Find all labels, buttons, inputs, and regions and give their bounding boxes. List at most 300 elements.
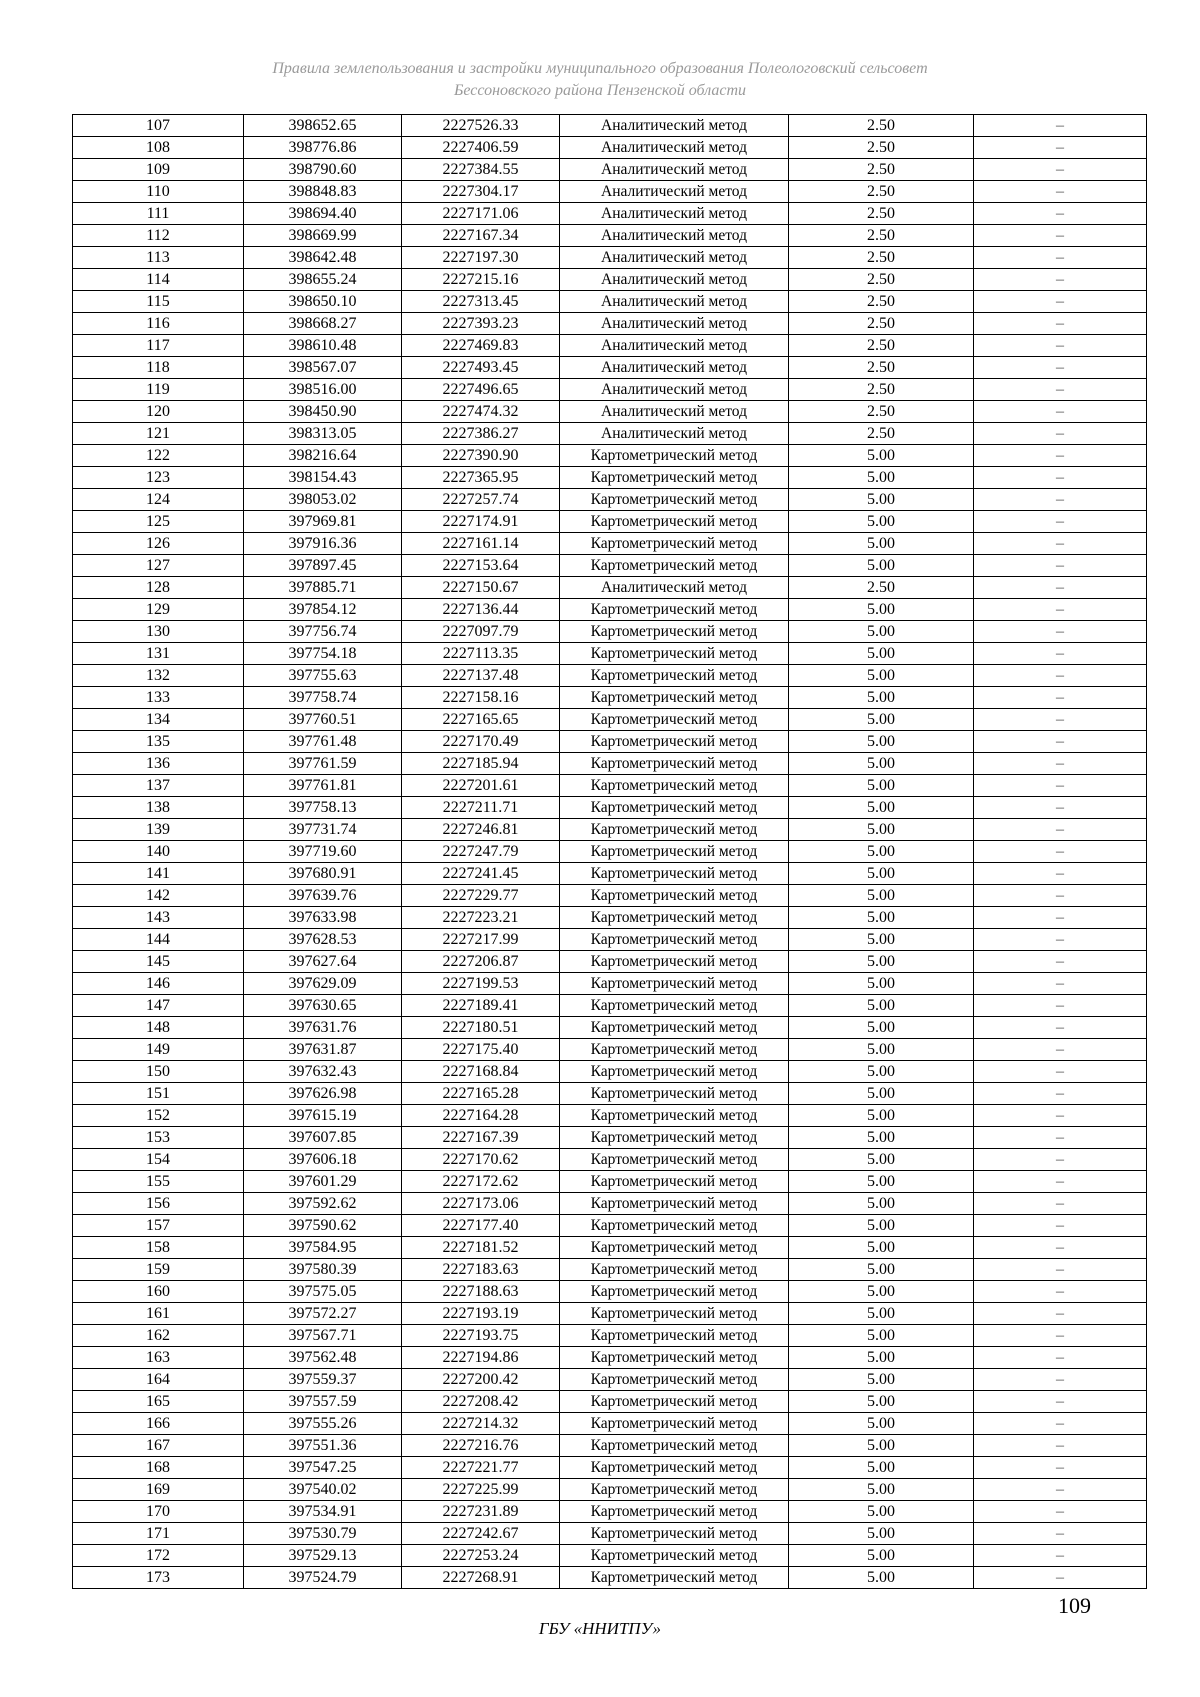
y-coordinate-cell: 2227175.40 <box>402 1039 560 1061</box>
y-coordinate-cell: 2227136.44 <box>402 599 560 621</box>
method-cell: Картометрический метод <box>560 1215 789 1237</box>
x-coordinate-cell: 397885.71 <box>244 577 402 599</box>
table-row <box>73 1127 1147 1149</box>
point-number-cell: 150 <box>73 1061 244 1083</box>
note-cell: – <box>974 1523 1147 1545</box>
method-cell: Картометрический метод <box>560 1061 789 1083</box>
y-coordinate-cell: 2227231.89 <box>402 1501 560 1523</box>
note-cell: – <box>974 269 1147 291</box>
y-coordinate-cell: 2227247.79 <box>402 841 560 863</box>
note-cell: – <box>974 643 1147 665</box>
x-coordinate-cell: 398567.07 <box>244 357 402 379</box>
x-coordinate-cell: 397626.98 <box>244 1083 402 1105</box>
x-coordinate-cell: 397631.76 <box>244 1017 402 1039</box>
y-coordinate-cell: 2227257.74 <box>402 489 560 511</box>
method-cell: Картометрический метод <box>560 511 789 533</box>
method-cell: Картометрический метод <box>560 1347 789 1369</box>
method-cell: Аналитический метод <box>560 379 789 401</box>
note-cell: – <box>974 863 1147 885</box>
note-cell: – <box>974 1545 1147 1567</box>
accuracy-cell: 5.00 <box>789 1061 974 1083</box>
x-coordinate-cell: 397761.81 <box>244 775 402 797</box>
table-row <box>73 115 1147 137</box>
table-row <box>73 1017 1147 1039</box>
point-number-cell: 132 <box>73 665 244 687</box>
x-coordinate-cell: 397534.91 <box>244 1501 402 1523</box>
y-coordinate-cell: 2227217.99 <box>402 929 560 951</box>
y-coordinate-cell: 2227193.19 <box>402 1303 560 1325</box>
x-coordinate-cell: 397761.48 <box>244 731 402 753</box>
point-number-cell: 163 <box>73 1347 244 1369</box>
point-number-cell: 143 <box>73 907 244 929</box>
y-coordinate-cell: 2227193.75 <box>402 1325 560 1347</box>
x-coordinate-cell: 398776.86 <box>244 137 402 159</box>
accuracy-cell: 2.50 <box>789 115 974 137</box>
note-cell: – <box>974 313 1147 335</box>
accuracy-cell: 5.00 <box>789 1479 974 1501</box>
y-coordinate-cell: 2227158.16 <box>402 687 560 709</box>
x-coordinate-cell: 397557.59 <box>244 1391 402 1413</box>
note-cell: – <box>974 379 1147 401</box>
note-cell: – <box>974 929 1147 951</box>
point-number-cell: 158 <box>73 1237 244 1259</box>
note-cell: – <box>974 1435 1147 1457</box>
x-coordinate-cell: 397627.64 <box>244 951 402 973</box>
method-cell: Картометрический метод <box>560 973 789 995</box>
accuracy-cell: 5.00 <box>789 1435 974 1457</box>
accuracy-cell: 5.00 <box>789 555 974 577</box>
point-number-cell: 134 <box>73 709 244 731</box>
y-coordinate-cell: 2227153.64 <box>402 555 560 577</box>
table-row <box>73 709 1147 731</box>
note-cell: – <box>974 709 1147 731</box>
table-row <box>73 929 1147 951</box>
note-cell: – <box>974 621 1147 643</box>
method-cell: Картометрический метод <box>560 819 789 841</box>
y-coordinate-cell: 2227189.41 <box>402 995 560 1017</box>
y-coordinate-cell: 2227208.42 <box>402 1391 560 1413</box>
table-row <box>73 819 1147 841</box>
table-row <box>73 1215 1147 1237</box>
note-cell: – <box>974 291 1147 313</box>
table-row <box>73 951 1147 973</box>
method-cell: Картометрический метод <box>560 1391 789 1413</box>
point-number-cell: 153 <box>73 1127 244 1149</box>
note-cell: – <box>974 533 1147 555</box>
note-cell: – <box>974 467 1147 489</box>
method-cell: Аналитический метод <box>560 137 789 159</box>
y-coordinate-cell: 2227496.65 <box>402 379 560 401</box>
y-coordinate-cell: 2227206.87 <box>402 951 560 973</box>
table-row <box>73 1303 1147 1325</box>
table-row <box>73 1171 1147 1193</box>
note-cell: – <box>974 797 1147 819</box>
accuracy-cell: 5.00 <box>789 1127 974 1149</box>
x-coordinate-cell: 397761.59 <box>244 753 402 775</box>
table-row <box>73 995 1147 1017</box>
coordinates-table <box>72 114 1147 1589</box>
note-cell: – <box>974 555 1147 577</box>
y-coordinate-cell: 2227215.16 <box>402 269 560 291</box>
note-cell: – <box>974 995 1147 1017</box>
x-coordinate-cell: 397633.98 <box>244 907 402 929</box>
x-coordinate-cell: 398790.60 <box>244 159 402 181</box>
point-number-cell: 107 <box>73 115 244 137</box>
table-row <box>73 1435 1147 1457</box>
x-coordinate-cell: 397584.95 <box>244 1237 402 1259</box>
point-number-cell: 131 <box>73 643 244 665</box>
method-cell: Картометрический метод <box>560 1083 789 1105</box>
accuracy-cell: 2.50 <box>789 181 974 203</box>
x-coordinate-cell: 398610.48 <box>244 335 402 357</box>
point-number-cell: 167 <box>73 1435 244 1457</box>
accuracy-cell: 5.00 <box>789 533 974 555</box>
method-cell: Картометрический метод <box>560 731 789 753</box>
method-cell: Аналитический метод <box>560 423 789 445</box>
method-cell: Картометрический метод <box>560 1237 789 1259</box>
x-coordinate-cell: 397631.87 <box>244 1039 402 1061</box>
x-coordinate-cell: 397760.51 <box>244 709 402 731</box>
point-number-cell: 119 <box>73 379 244 401</box>
table-row <box>73 313 1147 335</box>
note-cell: – <box>974 951 1147 973</box>
x-coordinate-cell: 397680.91 <box>244 863 402 885</box>
point-number-cell: 166 <box>73 1413 244 1435</box>
x-coordinate-cell: 397615.19 <box>244 1105 402 1127</box>
method-cell: Картометрический метод <box>560 1413 789 1435</box>
table-row <box>73 269 1147 291</box>
point-number-cell: 172 <box>73 1545 244 1567</box>
point-number-cell: 156 <box>73 1193 244 1215</box>
table-row <box>73 731 1147 753</box>
x-coordinate-cell: 397524.79 <box>244 1567 402 1589</box>
accuracy-cell: 2.50 <box>789 247 974 269</box>
table-row <box>73 621 1147 643</box>
y-coordinate-cell: 2227223.21 <box>402 907 560 929</box>
point-number-cell: 133 <box>73 687 244 709</box>
accuracy-cell: 5.00 <box>789 775 974 797</box>
method-cell: Картометрический метод <box>560 1303 789 1325</box>
table-row <box>73 1479 1147 1501</box>
point-number-cell: 123 <box>73 467 244 489</box>
x-coordinate-cell: 397607.85 <box>244 1127 402 1149</box>
x-coordinate-cell: 397897.45 <box>244 555 402 577</box>
table-row <box>73 1391 1147 1413</box>
accuracy-cell: 5.00 <box>789 929 974 951</box>
method-cell: Аналитический метод <box>560 203 789 225</box>
x-coordinate-cell: 398216.64 <box>244 445 402 467</box>
method-cell: Аналитический метод <box>560 181 789 203</box>
y-coordinate-cell: 2227526.33 <box>402 115 560 137</box>
method-cell: Картометрический метод <box>560 665 789 687</box>
table-row <box>73 159 1147 181</box>
accuracy-cell: 5.00 <box>789 599 974 621</box>
method-cell: Картометрический метод <box>560 863 789 885</box>
table-row <box>73 203 1147 225</box>
point-number-cell: 165 <box>73 1391 244 1413</box>
y-coordinate-cell: 2227197.30 <box>402 247 560 269</box>
x-coordinate-cell: 398450.90 <box>244 401 402 423</box>
table-row <box>73 181 1147 203</box>
x-coordinate-cell: 397630.65 <box>244 995 402 1017</box>
y-coordinate-cell: 2227393.23 <box>402 313 560 335</box>
table-row <box>73 401 1147 423</box>
table-row <box>73 1523 1147 1545</box>
table-row <box>73 445 1147 467</box>
y-coordinate-cell: 2227183.63 <box>402 1259 560 1281</box>
point-number-cell: 149 <box>73 1039 244 1061</box>
note-cell: – <box>974 1281 1147 1303</box>
note-cell: – <box>974 1017 1147 1039</box>
table-row <box>73 1149 1147 1171</box>
point-number-cell: 141 <box>73 863 244 885</box>
note-cell: – <box>974 885 1147 907</box>
point-number-cell: 136 <box>73 753 244 775</box>
table-row <box>73 1083 1147 1105</box>
method-cell: Картометрический метод <box>560 1457 789 1479</box>
x-coordinate-cell: 397590.62 <box>244 1215 402 1237</box>
table-row <box>73 907 1147 929</box>
x-coordinate-cell: 397575.05 <box>244 1281 402 1303</box>
method-cell: Аналитический метод <box>560 269 789 291</box>
accuracy-cell: 5.00 <box>789 621 974 643</box>
note-cell: – <box>974 511 1147 533</box>
x-coordinate-cell: 398650.10 <box>244 291 402 313</box>
table-row <box>73 1325 1147 1347</box>
accuracy-cell: 5.00 <box>789 665 974 687</box>
x-coordinate-cell: 397530.79 <box>244 1523 402 1545</box>
method-cell: Картометрический метод <box>560 1281 789 1303</box>
y-coordinate-cell: 2227170.49 <box>402 731 560 753</box>
note-cell: – <box>974 1237 1147 1259</box>
accuracy-cell: 5.00 <box>789 907 974 929</box>
accuracy-cell: 2.50 <box>789 269 974 291</box>
y-coordinate-cell: 2227180.51 <box>402 1017 560 1039</box>
y-coordinate-cell: 2227174.91 <box>402 511 560 533</box>
table-row <box>73 841 1147 863</box>
table-row <box>73 753 1147 775</box>
accuracy-cell: 2.50 <box>789 335 974 357</box>
x-coordinate-cell: 398669.99 <box>244 225 402 247</box>
point-number-cell: 168 <box>73 1457 244 1479</box>
y-coordinate-cell: 2227165.28 <box>402 1083 560 1105</box>
x-coordinate-cell: 397629.09 <box>244 973 402 995</box>
accuracy-cell: 5.00 <box>789 1347 974 1369</box>
method-cell: Аналитический метод <box>560 115 789 137</box>
x-coordinate-cell: 398313.05 <box>244 423 402 445</box>
method-cell: Картометрический метод <box>560 555 789 577</box>
method-cell: Аналитический метод <box>560 247 789 269</box>
method-cell: Картометрический метод <box>560 687 789 709</box>
note-cell: – <box>974 1171 1147 1193</box>
note-cell: – <box>974 423 1147 445</box>
point-number-cell: 120 <box>73 401 244 423</box>
method-cell: Картометрический метод <box>560 1259 789 1281</box>
table-row <box>73 599 1147 621</box>
point-number-cell: 109 <box>73 159 244 181</box>
point-number-cell: 121 <box>73 423 244 445</box>
method-cell: Картометрический метод <box>560 1325 789 1347</box>
table-row <box>73 1061 1147 1083</box>
y-coordinate-cell: 2227113.35 <box>402 643 560 665</box>
accuracy-cell: 5.00 <box>789 1149 974 1171</box>
y-coordinate-cell: 2227168.84 <box>402 1061 560 1083</box>
accuracy-cell: 5.00 <box>789 1237 974 1259</box>
accuracy-cell: 5.00 <box>789 1171 974 1193</box>
table-row <box>73 1501 1147 1523</box>
accuracy-cell: 5.00 <box>789 467 974 489</box>
x-coordinate-cell: 397969.81 <box>244 511 402 533</box>
y-coordinate-cell: 2227216.76 <box>402 1435 560 1457</box>
table-row <box>73 1369 1147 1391</box>
table-row <box>73 379 1147 401</box>
method-cell: Картометрический метод <box>560 1193 789 1215</box>
accuracy-cell: 2.50 <box>789 313 974 335</box>
note-cell: – <box>974 577 1147 599</box>
method-cell: Аналитический метод <box>560 313 789 335</box>
note-cell: – <box>974 1325 1147 1347</box>
table-row <box>73 489 1147 511</box>
table-row <box>73 973 1147 995</box>
point-number-cell: 144 <box>73 929 244 951</box>
accuracy-cell: 5.00 <box>789 797 974 819</box>
note-cell: – <box>974 1457 1147 1479</box>
note-cell: – <box>974 1105 1147 1127</box>
note-cell: – <box>974 401 1147 423</box>
y-coordinate-cell: 2227170.62 <box>402 1149 560 1171</box>
point-number-cell: 157 <box>73 1215 244 1237</box>
y-coordinate-cell: 2227242.67 <box>402 1523 560 1545</box>
accuracy-cell: 5.00 <box>789 445 974 467</box>
y-coordinate-cell: 2227199.53 <box>402 973 560 995</box>
note-cell: – <box>974 203 1147 225</box>
point-number-cell: 130 <box>73 621 244 643</box>
method-cell: Картометрический метод <box>560 1039 789 1061</box>
point-number-cell: 116 <box>73 313 244 335</box>
y-coordinate-cell: 2227164.28 <box>402 1105 560 1127</box>
y-coordinate-cell: 2227268.91 <box>402 1567 560 1589</box>
table-row <box>73 1105 1147 1127</box>
note-cell: – <box>974 1259 1147 1281</box>
accuracy-cell: 5.00 <box>789 819 974 841</box>
x-coordinate-cell: 397592.62 <box>244 1193 402 1215</box>
y-coordinate-cell: 2227390.90 <box>402 445 560 467</box>
accuracy-cell: 5.00 <box>789 511 974 533</box>
accuracy-cell: 5.00 <box>789 1391 974 1413</box>
method-cell: Картометрический метод <box>560 621 789 643</box>
method-cell: Картометрический метод <box>560 1017 789 1039</box>
point-number-cell: 112 <box>73 225 244 247</box>
note-cell: – <box>974 1479 1147 1501</box>
y-coordinate-cell: 2227200.42 <box>402 1369 560 1391</box>
accuracy-cell: 5.00 <box>789 643 974 665</box>
x-coordinate-cell: 397580.39 <box>244 1259 402 1281</box>
method-cell: Аналитический метод <box>560 357 789 379</box>
y-coordinate-cell: 2227167.39 <box>402 1127 560 1149</box>
method-cell: Картометрический метод <box>560 753 789 775</box>
note-cell: – <box>974 819 1147 841</box>
table-row <box>73 555 1147 577</box>
note-cell: – <box>974 1501 1147 1523</box>
y-coordinate-cell: 2227474.32 <box>402 401 560 423</box>
x-coordinate-cell: 398694.40 <box>244 203 402 225</box>
y-coordinate-cell: 2227406.59 <box>402 137 560 159</box>
note-cell: – <box>974 1149 1147 1171</box>
method-cell: Картометрический метод <box>560 929 789 951</box>
accuracy-cell: 5.00 <box>789 951 974 973</box>
point-number-cell: 142 <box>73 885 244 907</box>
table-row <box>73 335 1147 357</box>
point-number-cell: 115 <box>73 291 244 313</box>
method-cell: Картометрический метод <box>560 1479 789 1501</box>
point-number-cell: 171 <box>73 1523 244 1545</box>
table-row <box>73 247 1147 269</box>
point-number-cell: 159 <box>73 1259 244 1281</box>
x-coordinate-cell: 398053.02 <box>244 489 402 511</box>
x-coordinate-cell: 397547.25 <box>244 1457 402 1479</box>
note-cell: – <box>974 753 1147 775</box>
table-row <box>73 863 1147 885</box>
y-coordinate-cell: 2227177.40 <box>402 1215 560 1237</box>
note-cell: – <box>974 1303 1147 1325</box>
note-cell: – <box>974 1347 1147 1369</box>
point-number-cell: 161 <box>73 1303 244 1325</box>
table-row <box>73 665 1147 687</box>
accuracy-cell: 2.50 <box>789 137 974 159</box>
accuracy-cell: 5.00 <box>789 1017 974 1039</box>
x-coordinate-cell: 397540.02 <box>244 1479 402 1501</box>
table-row <box>73 137 1147 159</box>
note-cell: – <box>974 1413 1147 1435</box>
y-coordinate-cell: 2227201.61 <box>402 775 560 797</box>
point-number-cell: 151 <box>73 1083 244 1105</box>
note-cell: – <box>974 181 1147 203</box>
y-coordinate-cell: 2227172.62 <box>402 1171 560 1193</box>
point-number-cell: 127 <box>73 555 244 577</box>
accuracy-cell: 2.50 <box>789 225 974 247</box>
point-number-cell: 135 <box>73 731 244 753</box>
y-coordinate-cell: 2227211.71 <box>402 797 560 819</box>
x-coordinate-cell: 397551.36 <box>244 1435 402 1457</box>
point-number-cell: 146 <box>73 973 244 995</box>
point-number-cell: 124 <box>73 489 244 511</box>
table-row <box>73 577 1147 599</box>
table-row <box>73 1039 1147 1061</box>
x-coordinate-cell: 397719.60 <box>244 841 402 863</box>
accuracy-cell: 5.00 <box>789 1501 974 1523</box>
point-number-cell: 122 <box>73 445 244 467</box>
point-number-cell: 110 <box>73 181 244 203</box>
y-coordinate-cell: 2227171.06 <box>402 203 560 225</box>
note-cell: – <box>974 665 1147 687</box>
method-cell: Картометрический метод <box>560 1171 789 1193</box>
point-number-cell: 139 <box>73 819 244 841</box>
method-cell: Аналитический метод <box>560 577 789 599</box>
accuracy-cell: 2.50 <box>789 357 974 379</box>
y-coordinate-cell: 2227181.52 <box>402 1237 560 1259</box>
note-cell: – <box>974 225 1147 247</box>
table-row <box>73 643 1147 665</box>
x-coordinate-cell: 398652.65 <box>244 115 402 137</box>
accuracy-cell: 2.50 <box>789 203 974 225</box>
y-coordinate-cell: 2227493.45 <box>402 357 560 379</box>
x-coordinate-cell: 398668.27 <box>244 313 402 335</box>
point-number-cell: 126 <box>73 533 244 555</box>
coordinates-table-body <box>73 115 1147 1589</box>
y-coordinate-cell: 2227097.79 <box>402 621 560 643</box>
x-coordinate-cell: 398642.48 <box>244 247 402 269</box>
table-row <box>73 1347 1147 1369</box>
